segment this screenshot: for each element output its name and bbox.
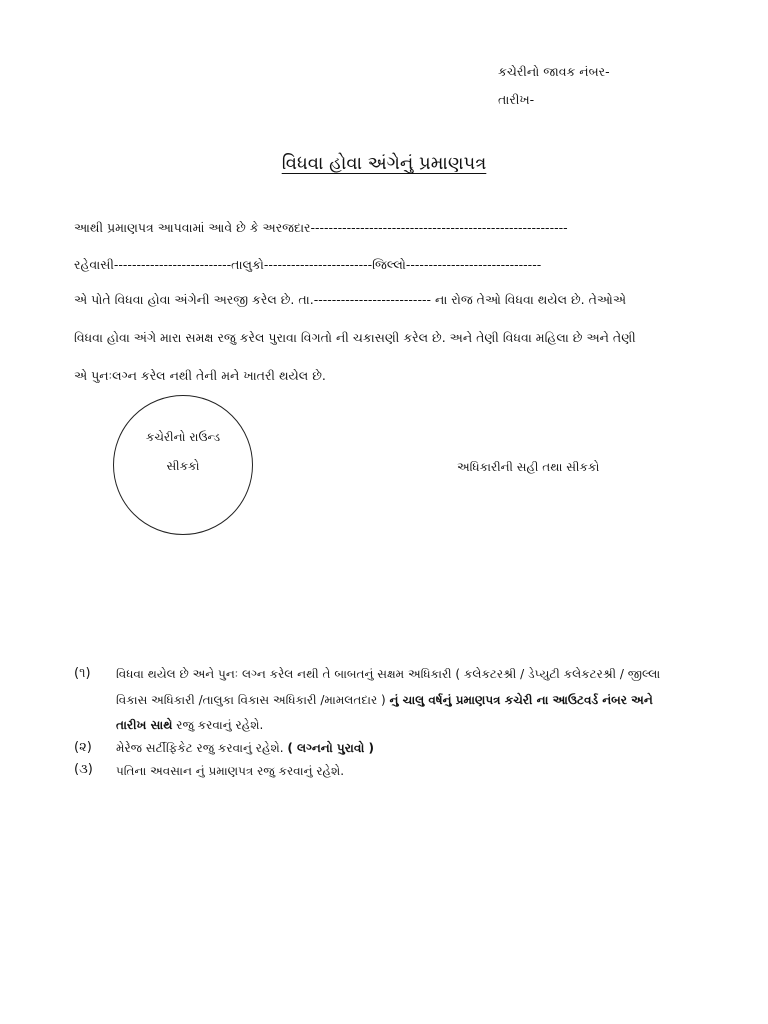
body-line-assurance: એ પુનઃલગ્ન કરેલ નથી તેની મને ખાતરી થયેલ છે. [74, 368, 326, 383]
note-number-2: (૨) [74, 740, 92, 755]
inward-number-label: કચેરીનો જાવક નંબર- [498, 64, 610, 79]
officer-signature-label: અધિકારીની સહી તથા સીકકો [457, 460, 600, 474]
note-1-line2-text: વિકાસ અધિકારી /તાલુકા વિકાસ અધિકારી /મામલતદાર ) [116, 693, 390, 707]
note-1-line2 [116, 693, 653, 708]
body-line-applicant: આથી પ્રમાણપત્ર આપવામાં આવે છે કે અરજદાર--------------------------------------------------------- [74, 220, 568, 235]
body-line-application: એ પોતે વિધવા હોવા અંગેની અરજી કરેલ છે. તા.-------------------------- ના રોજ તેઓ વિધવા થયેલ છે. તેઓએ [74, 292, 627, 307]
note-3-line1: પતિના અવસાન નું પ્રમાણપત્ર રજુ કરવાનું રહેશે. [116, 764, 345, 778]
seal-label-line2: સીકકો [166, 459, 200, 473]
document-title: વિધવા હોવા અંગેનું પ્રમાણપત્ર [281, 153, 487, 174]
note-1-line3-text: રજુ કરવાનું રહેશે. [172, 718, 264, 732]
note-1-line3 [116, 718, 263, 733]
note-1-line1: વિધવા થયેલ છે અને પુનઃ લગ્ન કરેલ નથી તે બાબતનું સક્ષમ અધિકારી ( કલેકટરશ્રી / ડેપ્યુટી કલેકટરશ્રી / જીલ્લા [116, 667, 661, 681]
note-number-3: (૩) [74, 762, 93, 777]
body-line-residence: રહેવાસી--------------------------તાલુકો------------------------જિલ્લો------------------------------ [74, 257, 542, 272]
note-2-line1 [116, 741, 374, 756]
note-1-line3-emphasis: તારીખ સાથે [116, 718, 173, 732]
note-1-line2-emphasis: નું ચાલુ વર્ષનું પ્રમાણપત્ર કચેરી ના આઉટવર્ડ નંબર અને [389, 693, 653, 707]
note-2-emphasis: ( લગ્નનો પુરાવો ) [287, 741, 374, 755]
seal-label-line1: કચેરીનો રાઉન્ડ [145, 430, 221, 444]
date-label: તારીખ- [498, 92, 535, 107]
body-line-verification: વિધવા હોવા અંગે મારા સમક્ષ રજુ કરેલ પુરાવા વિગતો ની ચકાસણી કરેલ છે. અને તેણી વિધવા મહિલા છે અને તેણી [74, 330, 636, 345]
note-number-1: (૧) [74, 666, 91, 681]
note-2-text: મેરેજ સર્ટીફિકેટ રજુ કરવાનું રહેશે. [116, 741, 288, 755]
